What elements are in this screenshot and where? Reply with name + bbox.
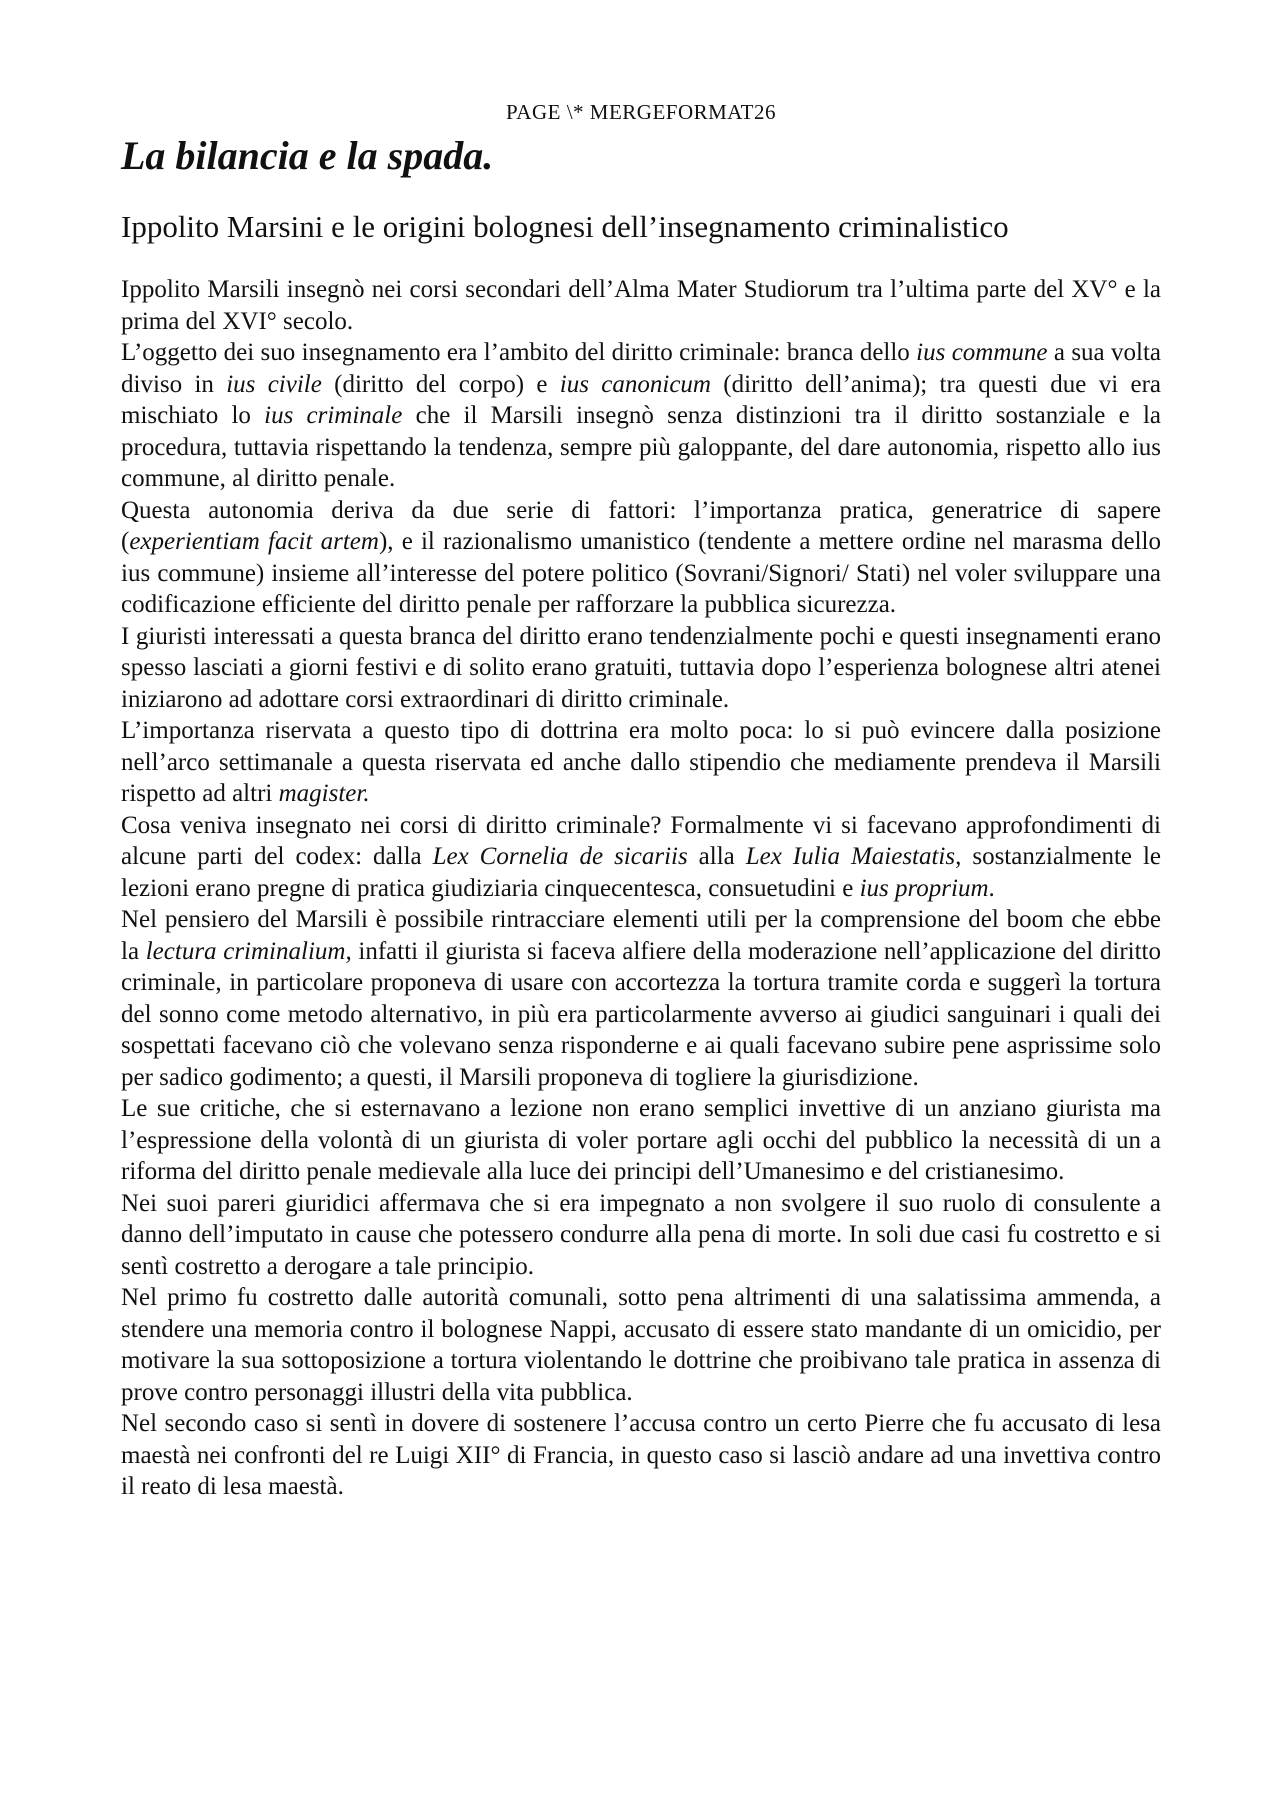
paragraph: L’oggetto dei suo insegnamento era l’ambito del diritto criminale: branca dello ius commune a sua volta diviso in ius civile (diritto del corpo) e ius canonicum (diritto dell’anima); tra questi due vi era mischiato lo ius criminale che il Marsili insegnò senza distinzioni tra il diritto sostanziale e la procedura, tuttavia rispettando la tendenza, sempre più galoppante, del dare autonomia, rispetto allo ius commune, al diritto penale. [121,339,1161,492]
paragraph: Nei suoi pareri giuridici affermava che si era impegnato a non svolgere il suo ruolo di consulente a danno dell’imputato in cause che potessero condurre alla pena di morte. In soli due casi fu costretto e si sentì costretto a derogare a tale principio. [121,1189,1161,1280]
paragraph: I giuristi interessati a questa branca del diritto erano tendenzialmente pochi e questi insegnamenti erano spesso lasciati a giorni festivi e di solito erano gratuiti, tuttavia dopo l’esperienza bolognese altri atenei iniziarono ad adottare corsi extraordinari di diritto criminale. [121,622,1161,713]
page-number-field: PAGE \* MERGEFORMAT26 [506,100,776,124]
document-page [121,100,1161,1503]
paragraph: L’importanza riservata a questo tipo di dottrina era molto poca: lo si può evincere dalla posizione nell’arco settimanale a questa riservata ed anche dallo stipendio che mediamente prendeva il Marsili rispetto ad altri magister. [121,717,1161,807]
paragraph: Cosa veniva insegnato nei corsi di diritto criminale? Formalmente vi si facevano approfondimenti di alcune parti del codex: dalla Lex Cornelia de sicariis alla Lex Iulia Maiestatis, sostanzialmente le lezioni erano pregne di pratica giudiziaria cinquecentesca, consuetudini e ius proprium. [121,811,1162,902]
paragraph: Questa autonomia deriva da due serie di fattori: l’importanza pratica, generatrice di sapere (experientiam facit artem), e il razionalismo umanistico (tendente a mettere ordine nel marasma dello ius commune) insieme all’interesse del potere politico (Sovrani/Signori/ Stati) nel voler sviluppare una codificazione efficiente del diritto penale per rafforzare la pubblica sicurezza. [121,496,1162,618]
paragraph: Nel pensiero del Marsili è possibile rintracciare elementi utili per la comprensione del boom che ebbe la lectura criminalium, infatti il giurista si faceva alfiere della moderazione nell’applicazione del diritto criminale, in particolare proponeva di usare con accortezza la tortura tramite corda e suggerì la tortura del sonno come metodo alternativo, in più era particolarmente avverso ai giudici sanguinari i quali dei sospettati facevano ciò che volevano senza risponderne e ai quali facevano subire pene asprissime solo per sadico godimento; a questi, il Marsili proponeva di togliere la giurisdizione. [121,906,1161,1091]
paragraph: Nel secondo caso si sentì in dovere di sostenere l’accusa contro un certo Pierre che fu accusato di lesa maestà nei confronti del re Luigi XII° di Francia, in questo caso si lasciò andare ad una invettiva contro il reato di lesa maestà. [121,1410,1161,1500]
paragraph: Nel primo fu costretto dalle autorità comunali, sotto pena altrimenti di una salatissima ammenda, a stendere una memoria contro il bolognese Nappi, accusato di essere stato mandante di un omicidio, per motivare la sua sottoposizione a tortura violentando le dottrine che proibivano tale pratica in assenza di prove contro personaggi illustri della vita pubblica. [121,1284,1161,1406]
paragraph: Ippolito Marsili insegnò nei corsi secondari dell’Alma Mater Studiorum tra l’ultima parte del XV° e la prima del XVI° secolo. [121,276,1161,335]
paragraph: Le sue critiche, che si esternavano a lezione non erano semplici invettive di un anziano giurista ma l’espressione della volontà di un giurista di voler portare agli occhi del pubblico la necessità di un a riforma del diritto penale medievale alla luce dei principi dell’Umanesimo e del cristianesimo. [121,1095,1161,1185]
document-subtitle: Ippolito Marsini e le origini bolognesi dell’insegnamento criminalistico [121,209,1009,244]
document-body [121,274,1161,1503]
document-title: La bilancia e la spada. [121,133,494,178]
